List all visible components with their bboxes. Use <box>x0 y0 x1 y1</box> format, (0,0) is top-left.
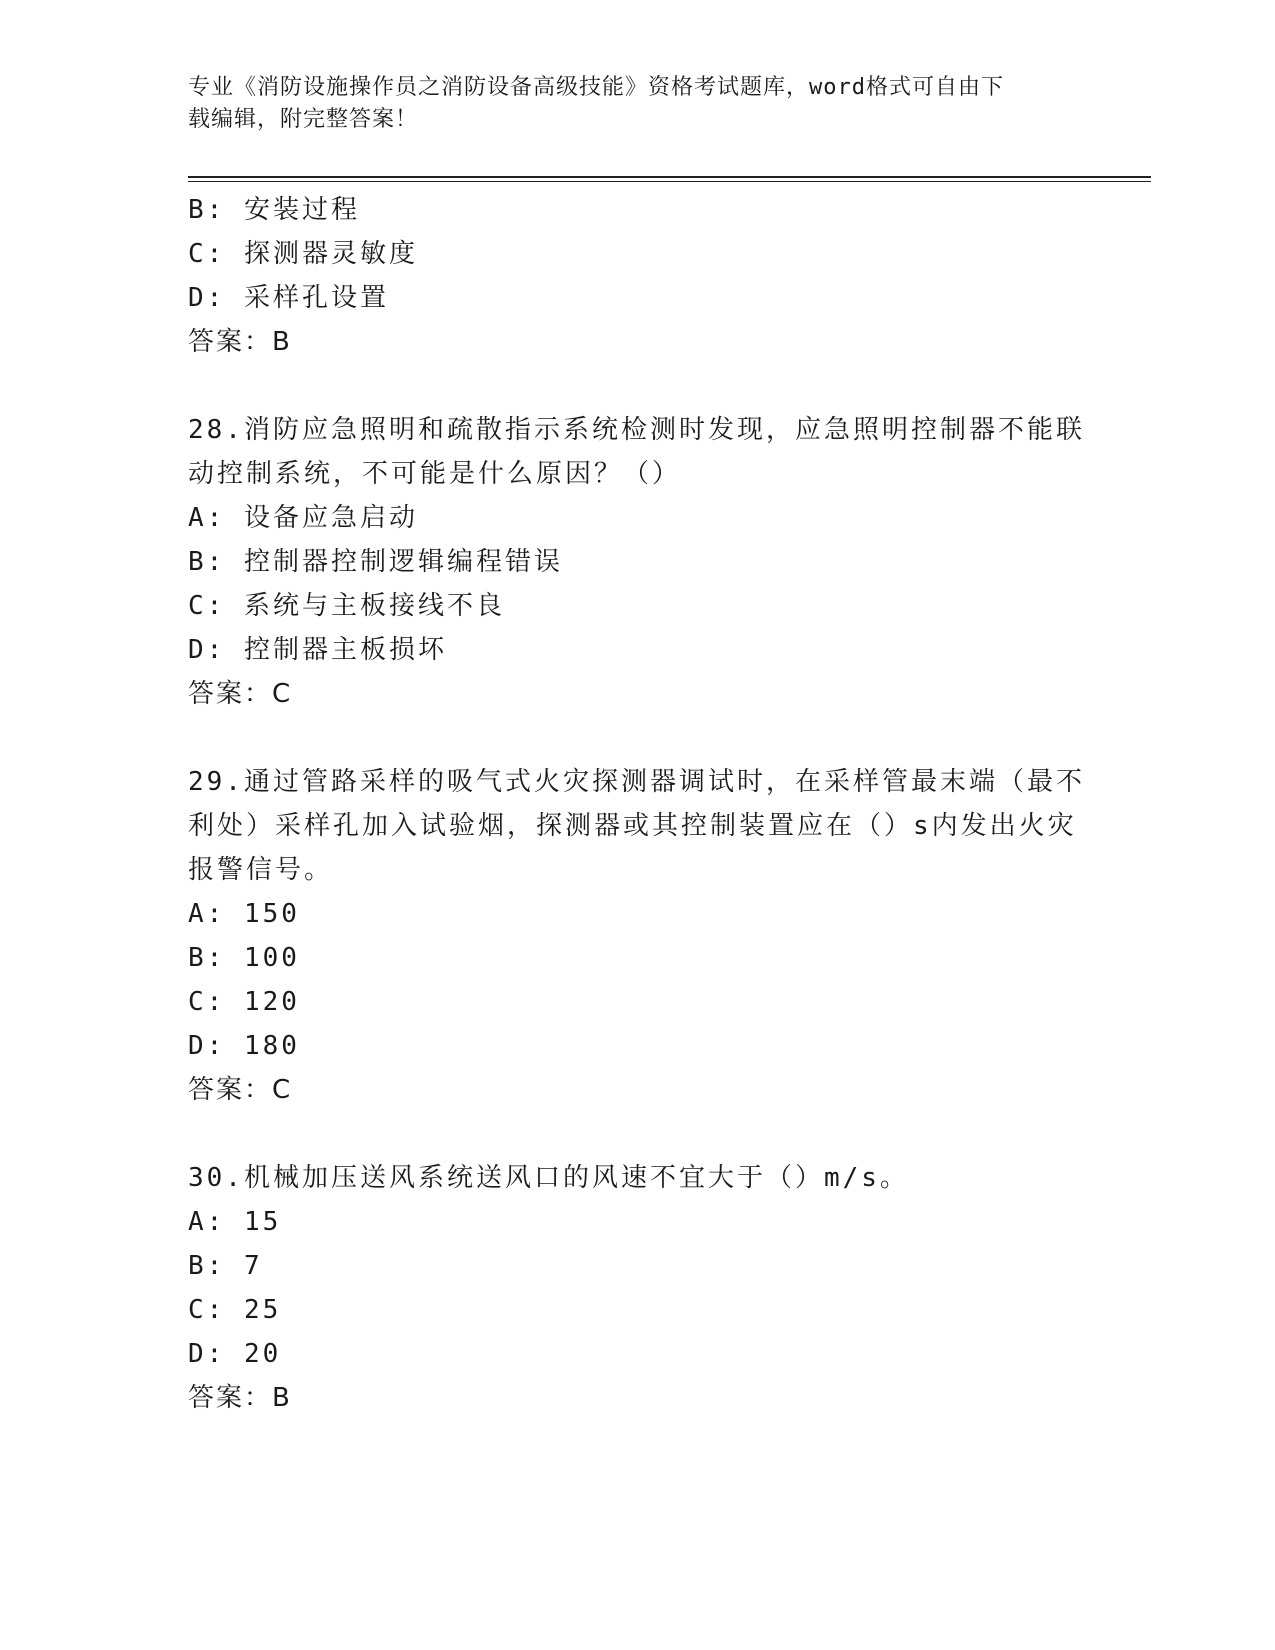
option-c: C: 120 <box>188 987 300 1017</box>
option-b: B: 100 <box>188 943 300 973</box>
header-divider-thick <box>188 176 1151 178</box>
question-stem-line: 28.消防应急照明和疏散指示系统检测时发现，应急照明控制器不能联 <box>188 415 1085 445</box>
option-d: D: 采样孔设置 <box>188 283 389 313</box>
question-stem-line: 动控制系统，不可能是什么原因？（） <box>188 459 682 489</box>
question-stem-line: 利处）采样孔加入试验烟，探测器或其控制装置应在（）s内发出火灾 <box>188 811 1077 841</box>
question-stem-line: 报警信号。 <box>188 855 334 885</box>
header-divider-thin <box>188 181 1151 182</box>
answer: 答案：C <box>188 1075 293 1105</box>
answer: 答案：B <box>188 1383 292 1413</box>
answer: 答案：B <box>188 327 292 357</box>
option-c: C: 25 <box>188 1295 282 1325</box>
header-line-2: 载编辑，附完整答案！ <box>188 107 419 132</box>
answer: 答案：C <box>188 679 293 709</box>
option-c: C: 系统与主板接线不良 <box>188 591 505 621</box>
option-d: D: 20 <box>188 1339 282 1369</box>
option-a: A: 15 <box>188 1207 282 1237</box>
option-b: B: 安装过程 <box>188 195 360 225</box>
question-stem-line: 29.通过管路采样的吸气式火灾探测器调试时，在采样管最末端（最不 <box>188 767 1085 797</box>
option-a: A: 150 <box>188 899 300 929</box>
option-a: A: 设备应急启动 <box>188 503 418 533</box>
option-b: B: 控制器控制逻辑编程错误 <box>188 547 563 577</box>
header-line-1: 专业《消防设施操作员之消防设备高级技能》资格考试题库，word格式可自由下 <box>188 75 1004 100</box>
option-d: D: 180 <box>188 1031 300 1061</box>
option-d: D: 控制器主板损坏 <box>188 635 447 665</box>
option-b: B: 7 <box>188 1251 263 1281</box>
option-c: C: 探测器灵敏度 <box>188 239 418 269</box>
question-stem-line: 30.机械加压送风系统送风口的风速不宜大于（）m/s。 <box>188 1163 909 1193</box>
document-header <box>188 72 1068 136</box>
